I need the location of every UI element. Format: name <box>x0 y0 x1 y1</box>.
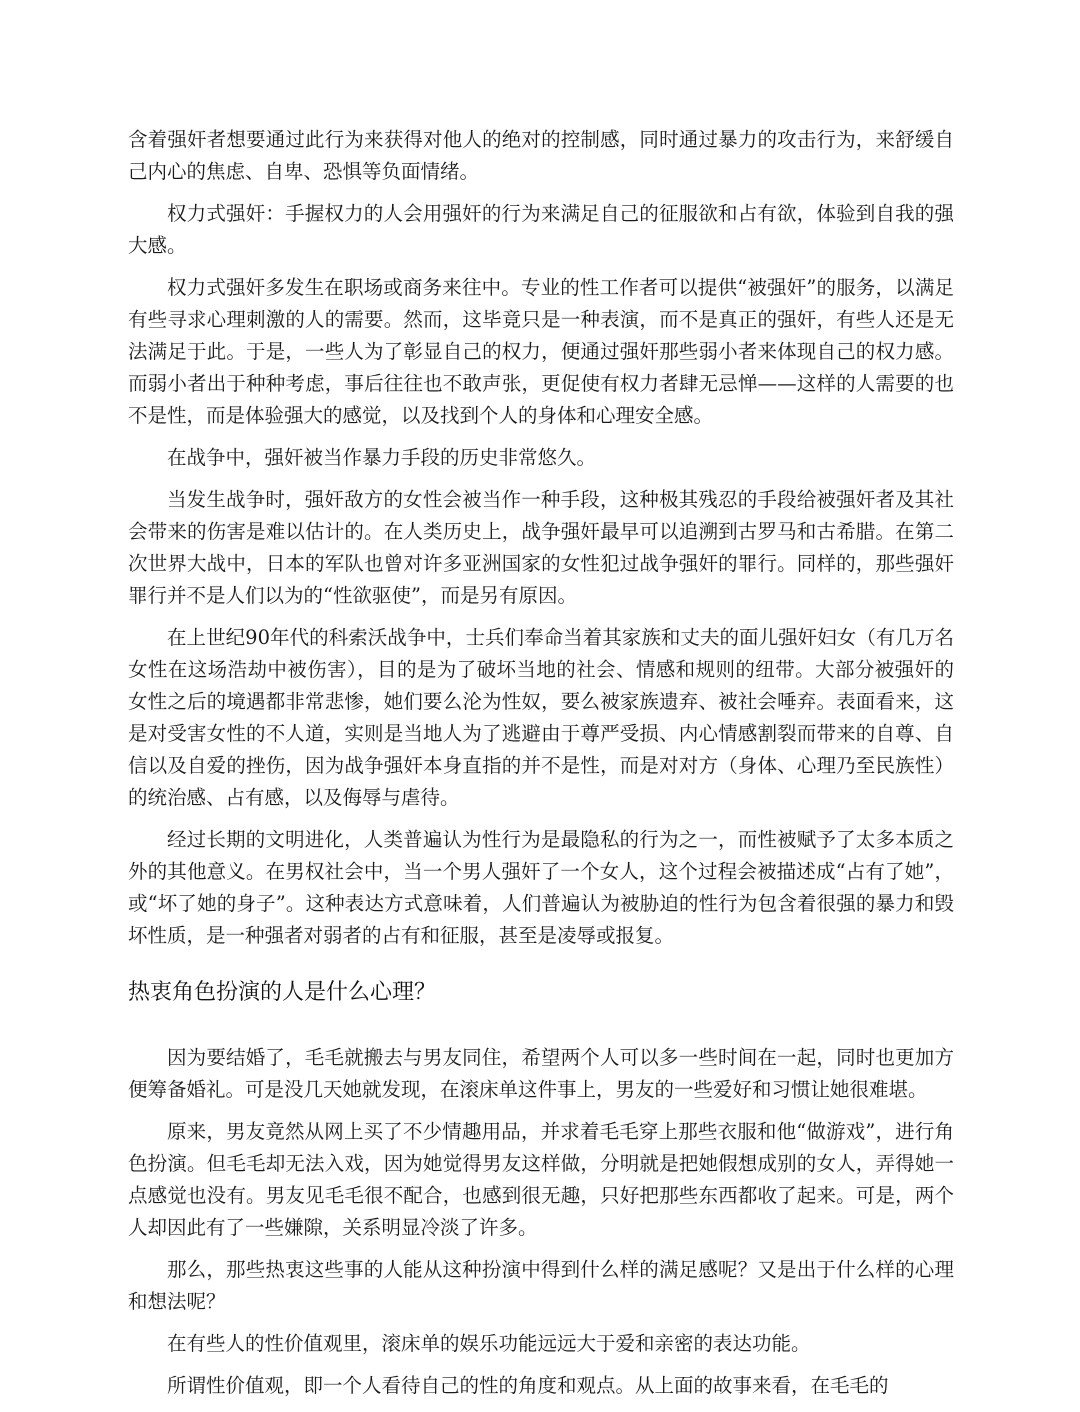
paragraph-2: 权力式强奸：手握权力的人会用强奸的行为来满足自己的征服欲和占有欲，体验到自我的强大感。 <box>128 202 954 257</box>
paragraph-10: 那么，那些热衷这些事的人能从这种扮演中得到什么样的满足感呢？又是出于什么样的心理和想法呢？ <box>128 1258 954 1313</box>
paragraph-9: 原来，男友竟然从网上买了不少情趣用品，并求着毛毛穿上那些衣服和他“做游戏”，进行角色扮演。但毛毛却无法入戏，因为她觉得男友这样做，分明就是把她假想成别的女人，弄得她一点感觉也没有。男友见毛毛很不配合，也感到很无趣，只好把那些东西都收了起来。可是，两个人却因此有了一些嫌隙，关系明显冷淡了许多。 <box>128 1120 954 1239</box>
paragraph-1: 含着强奸者想要通过此行为来获得对他人的绝对的控制感，同时通过暴力的攻击行为，来舒缓自己内心的焦虑、自卑、恐惧等负面情绪。 <box>128 128 954 183</box>
paragraph-8: 因为要结婚了，毛毛就搬去与男友同住，希望两个人可以多一些时间在一起，同时也更加方便筹备婚礼。可是没几天她就发现，在滚床单这件事上，男友的一些爱好和习惯让她很难堪。 <box>128 1046 954 1101</box>
paragraph-5: 当发生战争时，强奸敌方的女性会被当作一种手段，这种极其残忍的手段给被强奸者及其社会带来的伤害是难以估计的。在人类历史上，战争强奸最早可以追溯到古罗马和古希腊。在第二次世界大战中，日本的军队也曾对许多亚洲国家的女性犯过战争强奸的罪行。同样的，那些强奸罪行并不是人们以为的“性欲驱使”，而是另有原因。 <box>128 488 954 607</box>
paragraph-3: 权力式强奸多发生在职场或商务来往中。专业的性工作者可以提供“被强奸”的服务，以满足有些寻求心理刺激的人的需要。然而，这毕竟只是一种表演，而不是真正的强奸，有些人还是无法满足于此。于是，一些人为了彰显自己的权力，便通过强奸那些弱小者来体现自己的权力感。而弱小者出于种种考虑，事后往往也不敢声张，更促使有权力者肆无忌惮——这样的人需要的也不是性，而是体验强大的感觉，以及找到个人的身体和心理安全感。 <box>128 276 954 427</box>
paragraph-11: 在有些人的性价值观里，滚床单的娱乐功能远远大于爱和亲密的表达功能。 <box>167 1332 811 1355</box>
paragraph-6: 在上世纪90年代的科索沃战争中，士兵们奉命当着其家族和丈夫的面儿强奸妇女（有几万名女性在这场浩劫中被伤害），目的是为了破坏当地的社会、情感和规则的纽带。大部分被强奸的女性之后的境遇都非常悲惨，她们要么沦为性奴，要么被家族遗弃、被社会唾弃。表面看来，这是对受害女性的不人道，实则是当地人为了逃避由于尊严受损、内心情感割裂而带来的自尊、自信以及自爱的挫伤，因为战争强奸本身直指的并不是性，而是对对方（身体、心理乃至民族性）的统治感、占有感，以及侮辱与虐待。 <box>128 626 954 809</box>
paragraph-12: 所谓性价值观，即一个人看待自己的性的角度和观点。从上面的故事来看，在毛毛的 <box>167 1374 889 1397</box>
paragraph-4: 在战争中，强奸被当作暴力手段的历史非常悠久。 <box>167 446 597 469</box>
section-heading: 热衷角色扮演的人是什么心理？ <box>128 980 437 1005</box>
article-body <box>128 124 954 1412</box>
paragraph-7: 经过长期的文明进化，人类普遍认为性行为是最隐私的行为之一，而性被赋予了太多本质之外的其他意义。在男权社会中，当一个男人强奸了一个女人，这个过程会被描述成“占有了她”，或“坏了她的身子”。这种表达方式意味着，人们普遍认为被胁迫的性行为包含着很强的暴力和毁坏性质，是一种强者对弱者的占有和征服，甚至是凌辱或报复。 <box>128 828 954 947</box>
